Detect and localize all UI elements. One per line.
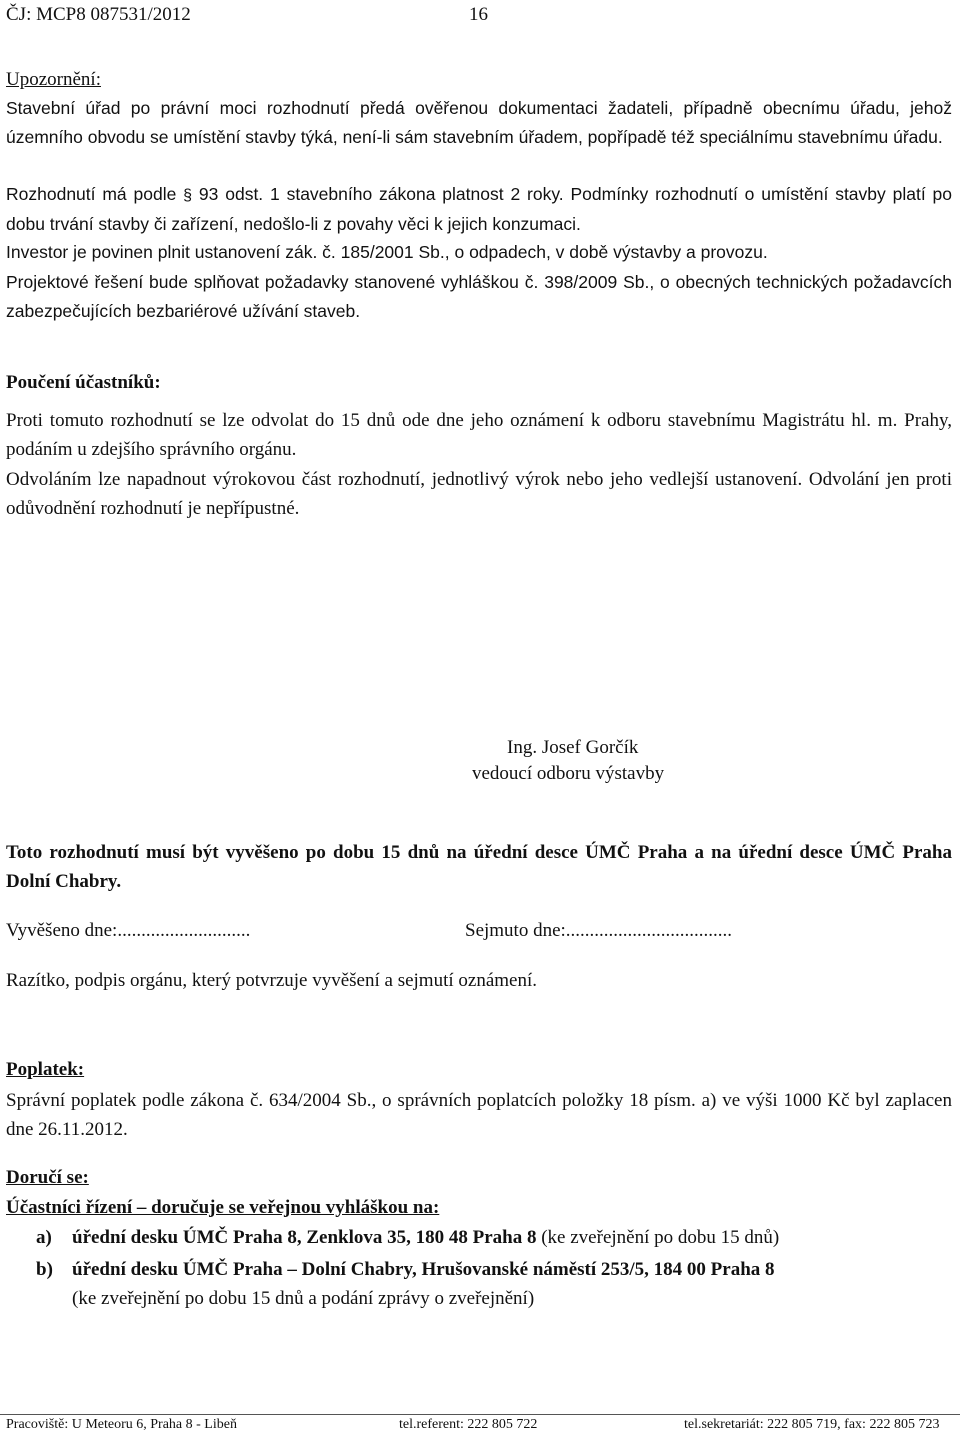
notice-paragraph-validity [6,180,952,239]
fee-heading: Poplatek: [6,1059,85,1080]
instruction-paragraph-appeal: Proti tomuto rozhodnutí se lze odvolat do 15 dnů ode dne jeho oznámení k odboru stavebnímu Magistrátu hl. m. Prahy, podáním u zdejšího správního orgánu. [6,410,952,460]
footer-referent-phone: tel.referent: 222 805 722 [399,1417,538,1432]
footer-secretariat-phone: tel.sekretariát: 222 805 719, fax: 222 805 723 [684,1417,940,1432]
delivery-heading: Doručí se: [6,1167,89,1188]
notice-paragraph-barrier-free: Projektové řešení bude splňovat požadavky stanovené vyhláškou č. 398/2009 Sb., o obecných technických požadavcích zabezpečujících bezbariérové užívání staveb. [6,272,952,321]
document-reference-number: ČJ: MCP8 087531/2012 [6,4,191,25]
validity-text-rest: 93 odst. 1 stavebního zákona platnost 2 roky. Podmínky rozhodnutí o umístění stavby platí po dobu trvání stavby či zařízení, nedošlo-li z povahy věci k jejich konzumaci. [6,184,952,234]
delivery-list [6,1223,952,1313]
page-number: 16 [469,4,488,25]
signatory-name: Ing. Josef Gorčík [507,737,639,758]
list-item-marker: b) [36,1259,53,1280]
notice-heading: Upozornění: [6,69,101,90]
delivery-subheading: Účastníci řízení – doručuje se veřejnou vyhláškou na: [6,1197,440,1218]
posting-requirement: Toto rozhodnutí musí být vyvěšeno po dobu 15 dnů na úřední desce ÚMČ Praha a na úřední desce ÚMČ Praha Dolní Chabry. [6,842,952,892]
instruction-paragraph-scope: Odvoláním lze napadnout výrokovou část rozhodnutí, jednotlivý výrok nebo jeho vedlejší ustanovení. Odvolání jen proti odůvodnění rozhodnutí je nepřípustné. [6,469,952,519]
list-item [6,1223,952,1252]
section-sign: § [183,187,193,204]
delivery-recipient: úřední desku ÚMČ Praha – Dolní Chabry, Hrušovanské náměstí 253/5, 184 00 Praha 8 [72,1259,775,1280]
fee-text: Správní poplatek podle zákona č. 634/2004 Sb., o správních poplatcích položky 18 písm. a) ve výši 1000 Kč byl zaplacen dne 26.11.2012. [6,1090,952,1140]
notice-paragraph-waste: Investor je povinen plnit ustanovení zák. č. 185/2001 Sb., o odpadech, v době výstavby a provozu. [6,242,768,262]
stamp-note: Razítko, podpis orgánu, který potvrzuje vyvěšení a sejmutí oznámení. [6,970,537,991]
list-item-marker: a) [36,1227,52,1248]
posted-date-field: Vyvěšeno dne:............................ [6,920,251,941]
delivery-note: (ke zveřejnění po dobu 15 dnů) [536,1227,780,1248]
validity-text-start: Rozhodnutí má podle [6,184,184,204]
footer-workplace: Pracoviště: U Meteoru 6, Praha 8 - Libeň [6,1417,237,1432]
list-item [6,1255,952,1313]
delivery-recipient: úřední desku ÚMČ Praha 8, Zenklova 35, 180 48 Praha 8 [72,1227,537,1248]
removed-date-field: Sejmuto dne:................................... [465,920,733,941]
delivery-note: (ke zveřejnění po dobu 15 dnů a podání zprávy o zveřejnění) [72,1288,535,1309]
signatory-role: vedoucí odboru výstavby [472,763,665,784]
footer-divider [0,1414,960,1415]
instruction-heading: Poučení účastníků: [6,372,161,393]
notice-paragraph-handover: Stavební úřad po právní moci rozhodnutí předá ověřenou dokumentaci žadateli, případně obecnímu úřadu, jehož územního obvodu se umístění stavby týká, není-li sám stavebním úřadem, popřípadě též speciálnímu stavebnímu úřadu. [6,98,952,147]
